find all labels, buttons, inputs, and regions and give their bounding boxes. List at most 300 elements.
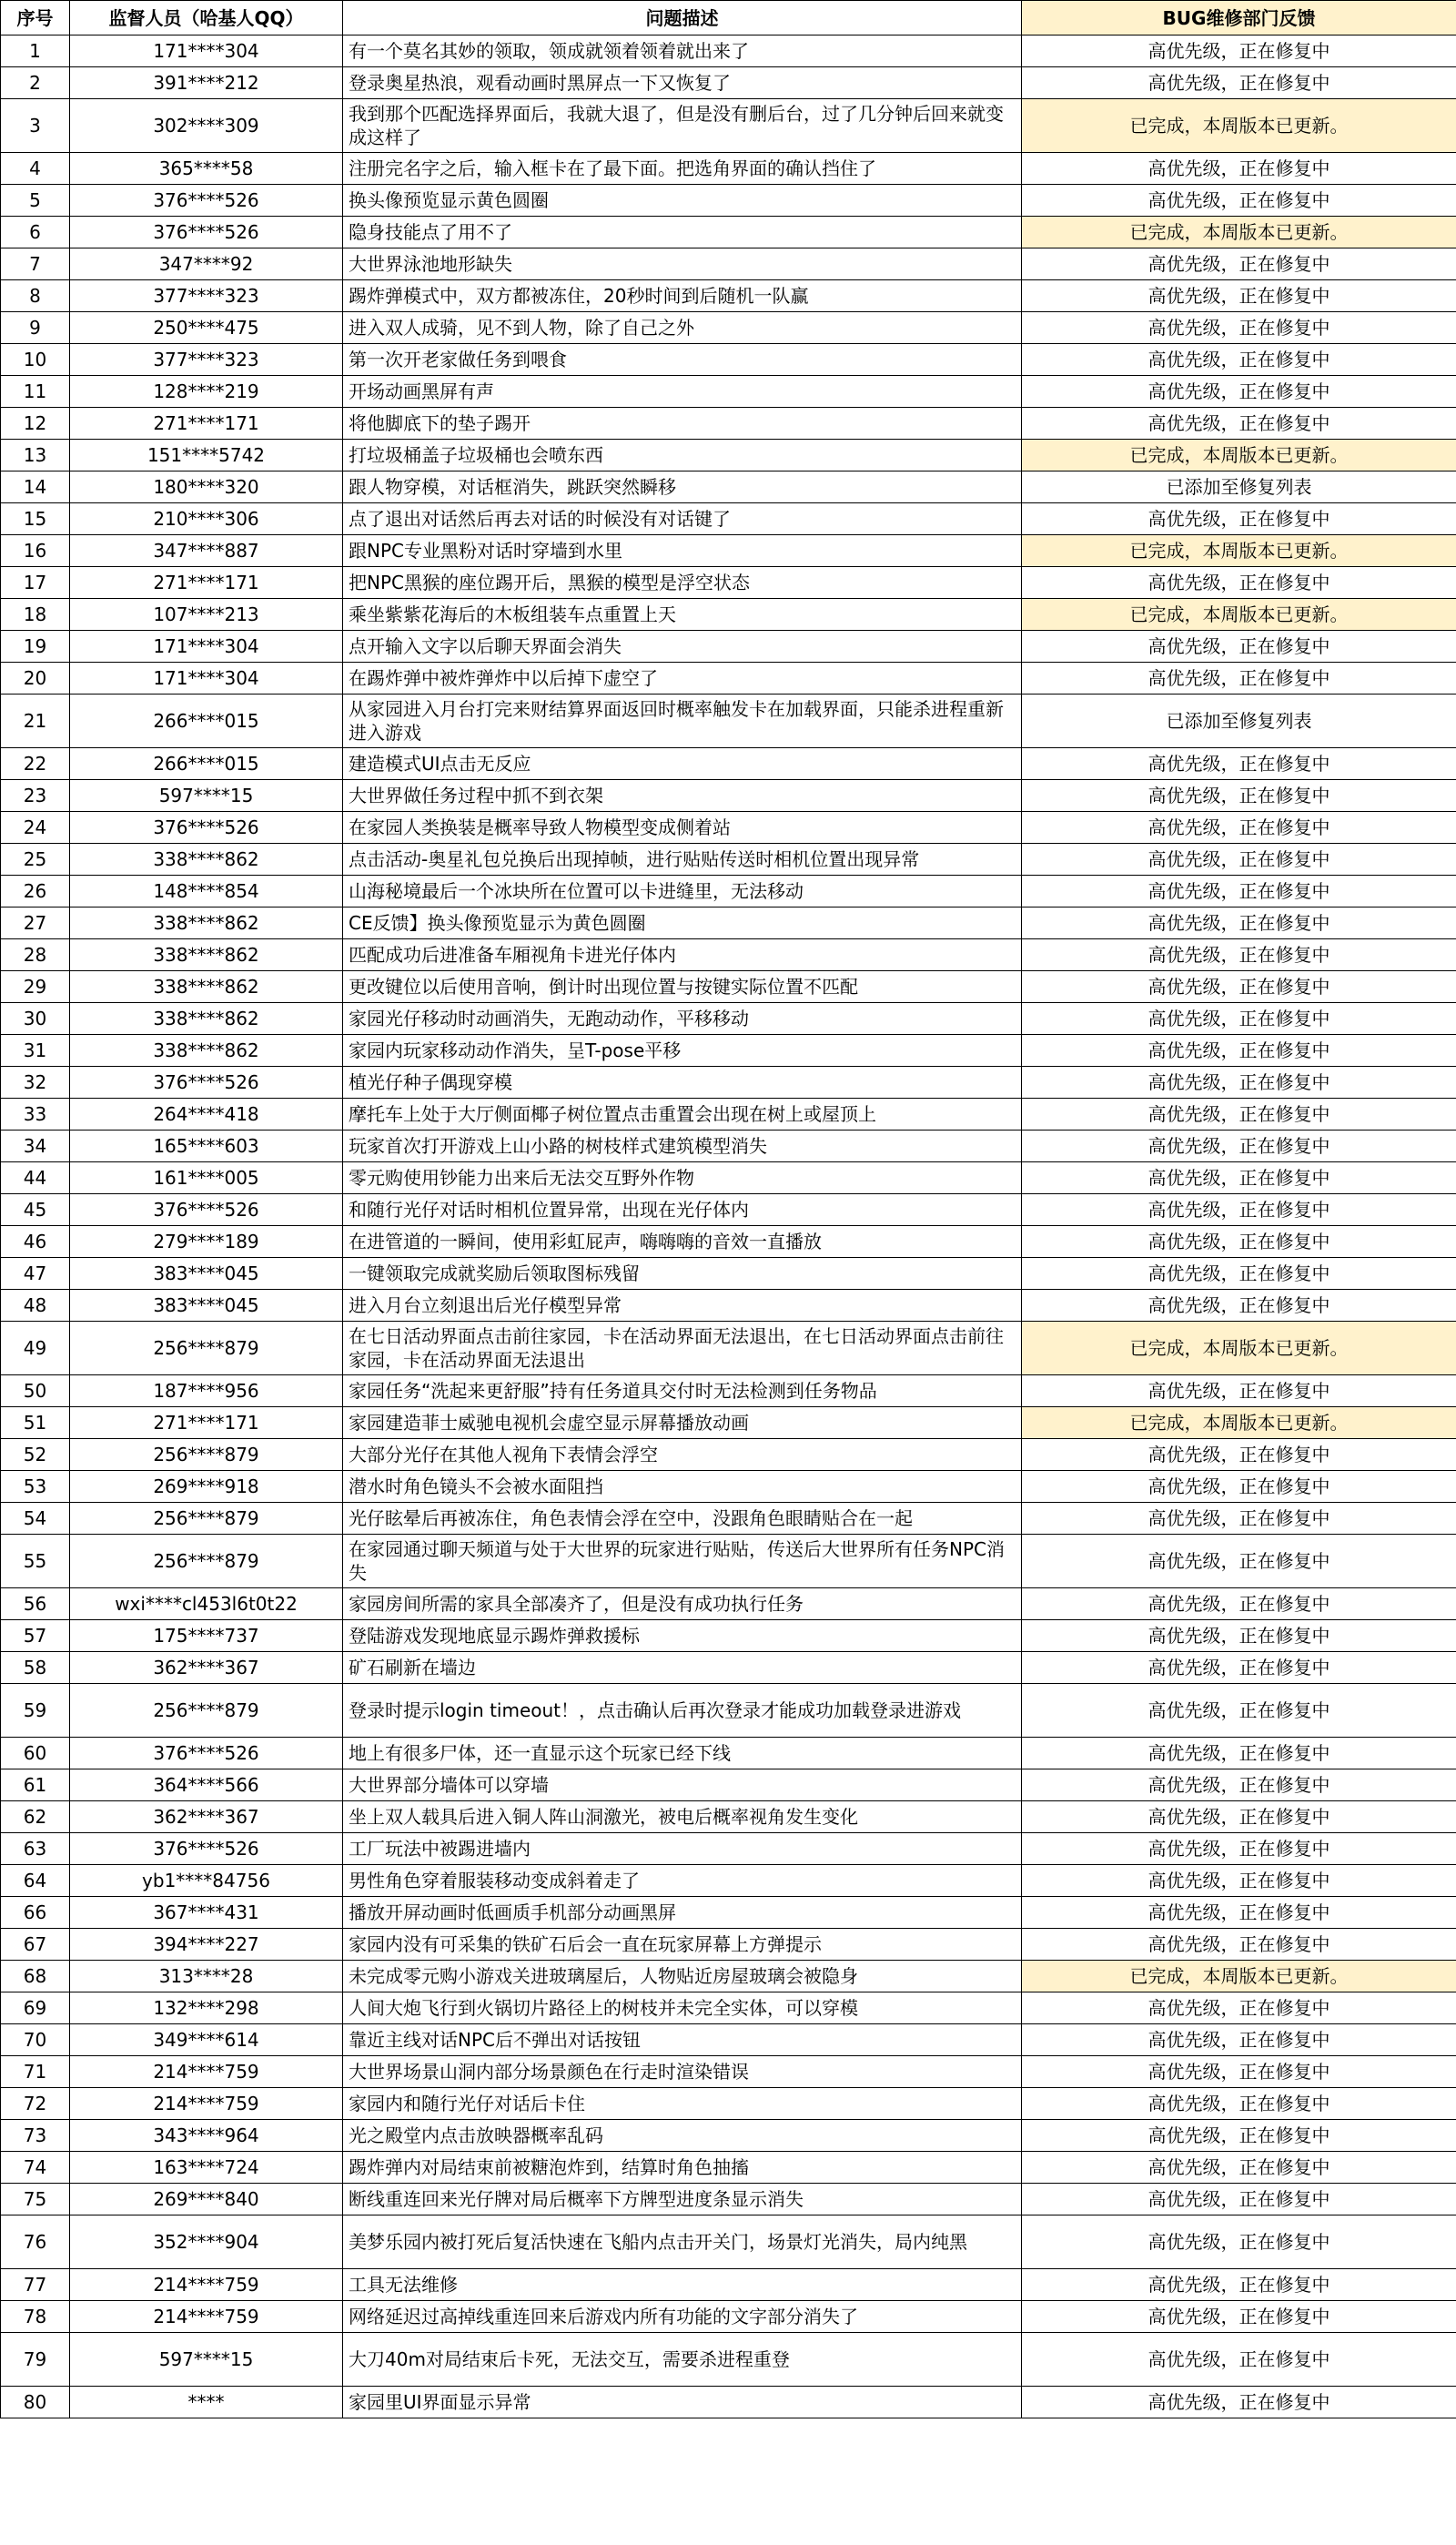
table-row [1,1897,1456,1929]
row-feedback: 高优先级，正在修复中 [1022,1290,1456,1322]
row-monitor: 338****862 [70,971,343,1003]
row-number: 23 [1,780,70,812]
row-monitor: 338****862 [70,907,343,939]
row-feedback: 高优先级，正在修复中 [1022,2184,1456,2215]
row-feedback: 高优先级，正在修复中 [1022,780,1456,812]
row-number: 16 [1,535,70,567]
table-row [1,312,1456,344]
row-number: 53 [1,1471,70,1503]
row-feedback: 高优先级，正在修复中 [1022,2120,1456,2152]
table-row [1,153,1456,185]
row-feedback: 高优先级，正在修复中 [1022,1035,1456,1067]
row-number: 4 [1,153,70,185]
row-description: 工具无法维修 [343,2269,1022,2301]
table-row [1,2152,1456,2184]
table-row [1,35,1456,67]
row-number: 60 [1,1738,70,1769]
row-monitor: yb1****84756 [70,1865,343,1897]
row-monitor: 338****862 [70,1035,343,1067]
table-row [1,1407,1456,1439]
row-monitor: 383****045 [70,1258,343,1290]
table-row [1,248,1456,280]
row-description: 登陆游戏发现地底显示踢炸弹救援标 [343,1620,1022,1652]
row-description: 在七日活动界面点击前往家园，卡在活动界面无法退出，在七日活动界面点击前往家园，卡在活动界面无法退出 [343,1322,1022,1375]
row-monitor: 365****58 [70,153,343,185]
row-monitor: 171****304 [70,631,343,663]
row-feedback: 高优先级，正在修复中 [1022,153,1456,185]
row-description: 乘坐紫紫花海后的木板组装车点重置上天 [343,599,1022,631]
row-monitor: 269****840 [70,2184,343,2215]
row-monitor: 187****956 [70,1375,343,1407]
table-row [1,1003,1456,1035]
row-monitor: 376****526 [70,1738,343,1769]
row-feedback: 高优先级，正在修复中 [1022,2024,1456,2056]
row-monitor: 376****526 [70,185,343,217]
row-monitor: 376****526 [70,1194,343,1226]
table-row [1,2387,1456,2418]
row-description: 将他脚底下的垫子踢开 [343,408,1022,440]
row-description: 光之殿堂内点击放映器概率乱码 [343,2120,1022,2152]
row-number: 62 [1,1801,70,1833]
row-number: 22 [1,748,70,780]
row-feedback: 高优先级，正在修复中 [1022,1258,1456,1290]
table-row [1,2333,1456,2387]
row-monitor: 391****212 [70,67,343,99]
row-feedback: 高优先级，正在修复中 [1022,2056,1456,2088]
table-row [1,408,1456,440]
row-number: 26 [1,876,70,907]
row-monitor: 376****526 [70,812,343,844]
row-feedback: 高优先级，正在修复中 [1022,35,1456,67]
header-monitor: 监督人员（哈基人QQ） [70,1,343,35]
row-number: 80 [1,2387,70,2418]
row-monitor: 256****879 [70,1684,343,1738]
row-monitor: 256****879 [70,1322,343,1375]
row-number: 71 [1,2056,70,2088]
row-description: 家园房间所需的家具全部凑齐了，但是没有成功执行任务 [343,1588,1022,1620]
row-monitor: 347****92 [70,248,343,280]
row-description: 开场动画黑屏有声 [343,376,1022,408]
row-number: 25 [1,844,70,876]
row-number: 20 [1,663,70,695]
row-number: 68 [1,1961,70,1992]
row-description: 潜水时角色镜头不会被水面阻挡 [343,1471,1022,1503]
table-row [1,217,1456,248]
row-description: 换头像预览显示黄色圆圈 [343,185,1022,217]
row-number: 51 [1,1407,70,1439]
table-row [1,1290,1456,1322]
table-row [1,663,1456,695]
row-description: 注册完名字之后，输入框卡在了最下面。把选角界面的确认挡住了 [343,153,1022,185]
row-feedback: 高优先级，正在修复中 [1022,1067,1456,1099]
row-description: 大世界场景山洞内部分场景颜色在行走时渲染错误 [343,2056,1022,2088]
row-monitor: 362****367 [70,1652,343,1684]
row-number: 31 [1,1035,70,1067]
row-feedback: 高优先级，正在修复中 [1022,567,1456,599]
row-monitor: 214****759 [70,2088,343,2120]
row-monitor: 271****171 [70,567,343,599]
row-feedback: 已完成，本周版本已更新。 [1022,440,1456,471]
table-row [1,471,1456,503]
table-row [1,1471,1456,1503]
row-description: 更改键位以后使用音响，倒计时出现位置与按键实际位置不匹配 [343,971,1022,1003]
row-description: 和随行光仔对话时相机位置异常，出现在光仔体内 [343,1194,1022,1226]
row-monitor: 352****904 [70,2215,343,2269]
row-feedback: 高优先级，正在修复中 [1022,280,1456,312]
row-number: 3 [1,99,70,153]
row-feedback: 高优先级，正在修复中 [1022,1535,1456,1588]
row-description: 光仔眩晕后再被冻住，角色表情会浮在空中，没跟角色眼睛贴合在一起 [343,1503,1022,1535]
row-feedback: 高优先级，正在修复中 [1022,2387,1456,2418]
row-description: 家园任务“洗起来更舒服”持有任务道具交付时无法检测到任务物品 [343,1375,1022,1407]
table-row [1,67,1456,99]
row-description: 点击活动-奥星礼包兑换后出现掉帧，进行贴贴传送时相机位置出现异常 [343,844,1022,876]
row-monitor: 362****367 [70,1801,343,1833]
table-row [1,2056,1456,2088]
row-description: 一键领取完成就奖励后领取图标残留 [343,1258,1022,1290]
table-row [1,1652,1456,1684]
row-monitor: 302****309 [70,99,343,153]
row-monitor: 250****475 [70,312,343,344]
row-description: 跟NPC专业黑粉对话时穿墙到水里 [343,535,1022,567]
table-row [1,844,1456,876]
table-row [1,1035,1456,1067]
row-monitor: 266****015 [70,748,343,780]
row-feedback: 已完成，本周版本已更新。 [1022,99,1456,153]
row-monitor: 264****418 [70,1099,343,1131]
row-number: 57 [1,1620,70,1652]
table-row [1,2184,1456,2215]
row-monitor: 349****614 [70,2024,343,2056]
table-row [1,1067,1456,1099]
row-number: 10 [1,344,70,376]
table-row [1,1226,1456,1258]
row-number: 28 [1,939,70,971]
row-description: 家园建造菲士威驰电视机会虚空显示屏幕播放动画 [343,1407,1022,1439]
row-number: 7 [1,248,70,280]
row-monitor: 271****171 [70,1407,343,1439]
row-monitor: 132****298 [70,1992,343,2024]
table-row [1,2269,1456,2301]
row-number: 18 [1,599,70,631]
row-number: 46 [1,1226,70,1258]
table-row [1,535,1456,567]
table-row [1,1801,1456,1833]
row-number: 50 [1,1375,70,1407]
row-feedback: 高优先级，正在修复中 [1022,2301,1456,2333]
table-row [1,1769,1456,1801]
row-description: 家园光仔移动时动画消失，无跑动动作，平移移动 [343,1003,1022,1035]
row-feedback: 高优先级，正在修复中 [1022,2215,1456,2269]
row-description: 靠近主线对话NPC后不弹出对话按钮 [343,2024,1022,2056]
row-monitor: 151****5742 [70,440,343,471]
row-number: 70 [1,2024,70,2056]
row-feedback: 高优先级，正在修复中 [1022,1897,1456,1929]
row-description: CE反馈】换头像预览显示为黄色圆圈 [343,907,1022,939]
row-number: 11 [1,376,70,408]
table-row [1,1439,1456,1471]
table-row [1,567,1456,599]
row-description: 网络延迟过高掉线重连回来后游戏内所有功能的文字部分消失了 [343,2301,1022,2333]
row-monitor: 377****323 [70,280,343,312]
row-description: 把NPC黑猴的座位踢开后，黑猴的模型是浮空状态 [343,567,1022,599]
row-number: 24 [1,812,70,844]
table-row [1,812,1456,844]
row-monitor: 364****566 [70,1769,343,1801]
row-feedback: 已完成，本周版本已更新。 [1022,599,1456,631]
row-monitor: 394****227 [70,1929,343,1961]
row-description: 登录奥星热浪，观看动画时黑屏点一下又恢复了 [343,67,1022,99]
table-row [1,1588,1456,1620]
row-description: 美梦乐园内被打死后复活快速在飞船内点击开关门，场景灯光消失，局内纯黑 [343,2215,1022,2269]
row-feedback: 高优先级，正在修复中 [1022,1620,1456,1652]
row-monitor: 214****759 [70,2301,343,2333]
row-monitor: 338****862 [70,844,343,876]
row-monitor: 343****964 [70,2120,343,2152]
table-row [1,1620,1456,1652]
table-row [1,1929,1456,1961]
table-body [1,35,1456,2418]
row-description: 人间大炮飞行到火锅切片路径上的树枝并未完全实体，可以穿模 [343,1992,1022,2024]
row-number: 13 [1,440,70,471]
row-number: 52 [1,1439,70,1471]
row-number: 49 [1,1322,70,1375]
row-monitor: 163****724 [70,2152,343,2184]
table-row [1,631,1456,663]
row-feedback: 高优先级，正在修复中 [1022,1439,1456,1471]
row-monitor: 338****862 [70,939,343,971]
row-feedback: 高优先级，正在修复中 [1022,248,1456,280]
row-description: 大世界做任务过程中抓不到衣架 [343,780,1022,812]
row-description: 地上有很多尸体，还一直显示这个玩家已经下线 [343,1738,1022,1769]
row-description: 山海秘境最后一个冰块所在位置可以卡进缝里，无法移动 [343,876,1022,907]
row-feedback: 高优先级，正在修复中 [1022,663,1456,695]
row-monitor: 210****306 [70,503,343,535]
table-row [1,1162,1456,1194]
row-monitor: 266****015 [70,695,343,748]
row-description: 登录时提示login timeout！，点击确认后再次登录才能成功加载登录进游戏 [343,1684,1022,1738]
row-feedback: 高优先级，正在修复中 [1022,1588,1456,1620]
row-description: 摩托车上处于大厅侧面椰子树位置点击重置会出现在树上或屋顶上 [343,1099,1022,1131]
table-row [1,185,1456,217]
row-description: 未完成零元购小游戏关进玻璃屋后，人物贴近房屋玻璃会被隐身 [343,1961,1022,1992]
table-row [1,907,1456,939]
table-row [1,440,1456,471]
table-row [1,1099,1456,1131]
row-monitor: 271****171 [70,408,343,440]
row-number: 56 [1,1588,70,1620]
row-description: 矿石刷新在墙边 [343,1652,1022,1684]
row-number: 34 [1,1131,70,1162]
row-feedback: 高优先级，正在修复中 [1022,185,1456,217]
table-row [1,1865,1456,1897]
row-description: 播放开屏动画时低画质手机部分动画黑屏 [343,1897,1022,1929]
table-row [1,2088,1456,2120]
row-description: 工厂玩法中被踢进墙内 [343,1833,1022,1865]
table-row [1,780,1456,812]
row-number: 21 [1,695,70,748]
row-number: 77 [1,2269,70,2301]
row-description: 家园里UI界面显示异常 [343,2387,1022,2418]
row-number: 45 [1,1194,70,1226]
row-description: 点开输入文字以后聊天界面会消失 [343,631,1022,663]
row-description: 建造模式UI点击无反应 [343,748,1022,780]
header-feedback: BUG维修部门反馈 [1022,1,1456,35]
row-description: 踢炸弹模式中，双方都被冻住，20秒时间到后随机一队赢 [343,280,1022,312]
row-number: 19 [1,631,70,663]
table-row [1,376,1456,408]
row-number: 33 [1,1099,70,1131]
row-number: 63 [1,1833,70,1865]
table-row [1,280,1456,312]
header-description: 问题描述 [343,1,1022,35]
table-row [1,1503,1456,1535]
row-monitor: 128****219 [70,376,343,408]
row-feedback: 高优先级，正在修复中 [1022,812,1456,844]
row-monitor: 180****320 [70,471,343,503]
row-description: 断线重连回来光仔牌对局后概率下方牌型进度条显示消失 [343,2184,1022,2215]
row-feedback: 高优先级，正在修复中 [1022,1833,1456,1865]
row-description: 大部分光仔在其他人视角下表情会浮空 [343,1439,1022,1471]
row-monitor: 256****879 [70,1503,343,1535]
table-row [1,2301,1456,2333]
row-description: 在家园通过聊天频道与处于大世界的玩家进行贴贴，传送后大世界所有任务NPC消失 [343,1535,1022,1588]
row-number: 1 [1,35,70,67]
row-monitor: 165****603 [70,1131,343,1162]
row-number: 47 [1,1258,70,1290]
row-monitor: wxi****cl453l6t0t22 [70,1588,343,1620]
row-monitor: 376****526 [70,1833,343,1865]
table-row [1,939,1456,971]
row-description: 进入月台立刻退出后光仔模型异常 [343,1290,1022,1322]
row-number: 29 [1,971,70,1003]
row-number: 55 [1,1535,70,1588]
row-feedback: 高优先级，正在修复中 [1022,907,1456,939]
row-feedback: 高优先级，正在修复中 [1022,503,1456,535]
row-feedback: 高优先级，正在修复中 [1022,844,1456,876]
row-description: 打垃圾桶盖子垃圾桶也会喷东西 [343,440,1022,471]
row-feedback: 高优先级，正在修复中 [1022,1738,1456,1769]
row-description: 大刀40m对局结束后卡死，无法交互，需要杀进程重登 [343,2333,1022,2387]
row-monitor: 367****431 [70,1897,343,1929]
row-description: 大世界部分墙体可以穿墙 [343,1769,1022,1801]
row-description: 进入双人成骑，见不到人物，除了自己之外 [343,312,1022,344]
row-description: 踢炸弹内对局结束前被糖泡炸到，结算时角色抽搐 [343,2152,1022,2184]
table-row [1,1322,1456,1375]
row-description: 在踢炸弹中被炸弹炸中以后掉下虚空了 [343,663,1022,695]
row-description: 有一个莫名其妙的领取，领成就领着领着就出来了 [343,35,1022,67]
row-monitor: 338****862 [70,1003,343,1035]
row-feedback: 已完成，本周版本已更新。 [1022,217,1456,248]
row-monitor: 377****323 [70,344,343,376]
row-feedback: 高优先级，正在修复中 [1022,67,1456,99]
row-feedback: 高优先级，正在修复中 [1022,1503,1456,1535]
row-feedback: 已完成，本周版本已更新。 [1022,1407,1456,1439]
row-number: 76 [1,2215,70,2269]
row-description: 点了退出对话然后再去对话的时候没有对话键了 [343,503,1022,535]
row-number: 58 [1,1652,70,1684]
row-feedback: 高优先级，正在修复中 [1022,312,1456,344]
row-feedback: 高优先级，正在修复中 [1022,1769,1456,1801]
table-row [1,876,1456,907]
row-monitor: 214****759 [70,2269,343,2301]
row-feedback: 高优先级，正在修复中 [1022,1684,1456,1738]
row-feedback: 高优先级，正在修复中 [1022,344,1456,376]
row-feedback: 高优先级，正在修复中 [1022,1992,1456,2024]
row-number: 9 [1,312,70,344]
row-number: 59 [1,1684,70,1738]
row-monitor: 376****526 [70,1067,343,1099]
row-description: 隐身技能点了用不了 [343,217,1022,248]
row-number: 73 [1,2120,70,2152]
row-feedback: 高优先级，正在修复中 [1022,1194,1456,1226]
table-row [1,1961,1456,1992]
row-feedback: 高优先级，正在修复中 [1022,1375,1456,1407]
row-number: 6 [1,217,70,248]
row-feedback: 高优先级，正在修复中 [1022,2152,1456,2184]
row-description: 匹配成功后进准备车厢视角卡进光仔体内 [343,939,1022,971]
row-feedback: 高优先级，正在修复中 [1022,631,1456,663]
row-description: 坐上双人载具后进入铜人阵山洞激光，被电后概率视角发生变化 [343,1801,1022,1833]
row-feedback: 高优先级，正在修复中 [1022,376,1456,408]
row-number: 74 [1,2152,70,2184]
row-number: 67 [1,1929,70,1961]
table-row [1,1375,1456,1407]
row-number: 72 [1,2088,70,2120]
row-feedback: 已完成，本周版本已更新。 [1022,1961,1456,1992]
row-monitor: 175****737 [70,1620,343,1652]
table-row [1,1684,1456,1738]
row-description: 家园内玩家移动动作消失，呈T-pose平移 [343,1035,1022,1067]
row-description: 家园内和随行光仔对话后卡住 [343,2088,1022,2120]
row-number: 78 [1,2301,70,2333]
row-number: 8 [1,280,70,312]
table-row [1,2215,1456,2269]
row-feedback: 高优先级，正在修复中 [1022,1471,1456,1503]
table-row [1,971,1456,1003]
row-number: 44 [1,1162,70,1194]
row-number: 17 [1,567,70,599]
row-feedback: 已完成，本周版本已更新。 [1022,535,1456,567]
table-row [1,1131,1456,1162]
table-row [1,344,1456,376]
row-feedback: 高优先级，正在修复中 [1022,408,1456,440]
row-monitor: 256****879 [70,1535,343,1588]
row-feedback: 高优先级，正在修复中 [1022,1865,1456,1897]
table-row [1,99,1456,153]
row-monitor: 256****879 [70,1439,343,1471]
row-number: 54 [1,1503,70,1535]
row-description: 植光仔种子偶现穿模 [343,1067,1022,1099]
row-feedback: 高优先级，正在修复中 [1022,2269,1456,2301]
row-monitor: 597****15 [70,2333,343,2387]
row-number: 69 [1,1992,70,2024]
row-description: 在进管道的一瞬间，使用彩虹屁声，嗨嗨嗨的音效一直播放 [343,1226,1022,1258]
row-monitor: 269****918 [70,1471,343,1503]
row-description: 家园内没有可采集的铁矿石后会一直在玩家屏幕上方弹提示 [343,1929,1022,1961]
row-monitor: 171****304 [70,663,343,695]
row-number: 2 [1,67,70,99]
row-monitor: **** [70,2387,343,2418]
row-monitor: 161****005 [70,1162,343,1194]
header-number: 序号 [1,1,70,35]
row-monitor: 376****526 [70,217,343,248]
table-row [1,2024,1456,2056]
row-description: 在家园人类换装是概率导致人物模型变成侧着站 [343,812,1022,844]
row-number: 66 [1,1897,70,1929]
row-feedback: 高优先级，正在修复中 [1022,876,1456,907]
row-feedback: 高优先级，正在修复中 [1022,971,1456,1003]
